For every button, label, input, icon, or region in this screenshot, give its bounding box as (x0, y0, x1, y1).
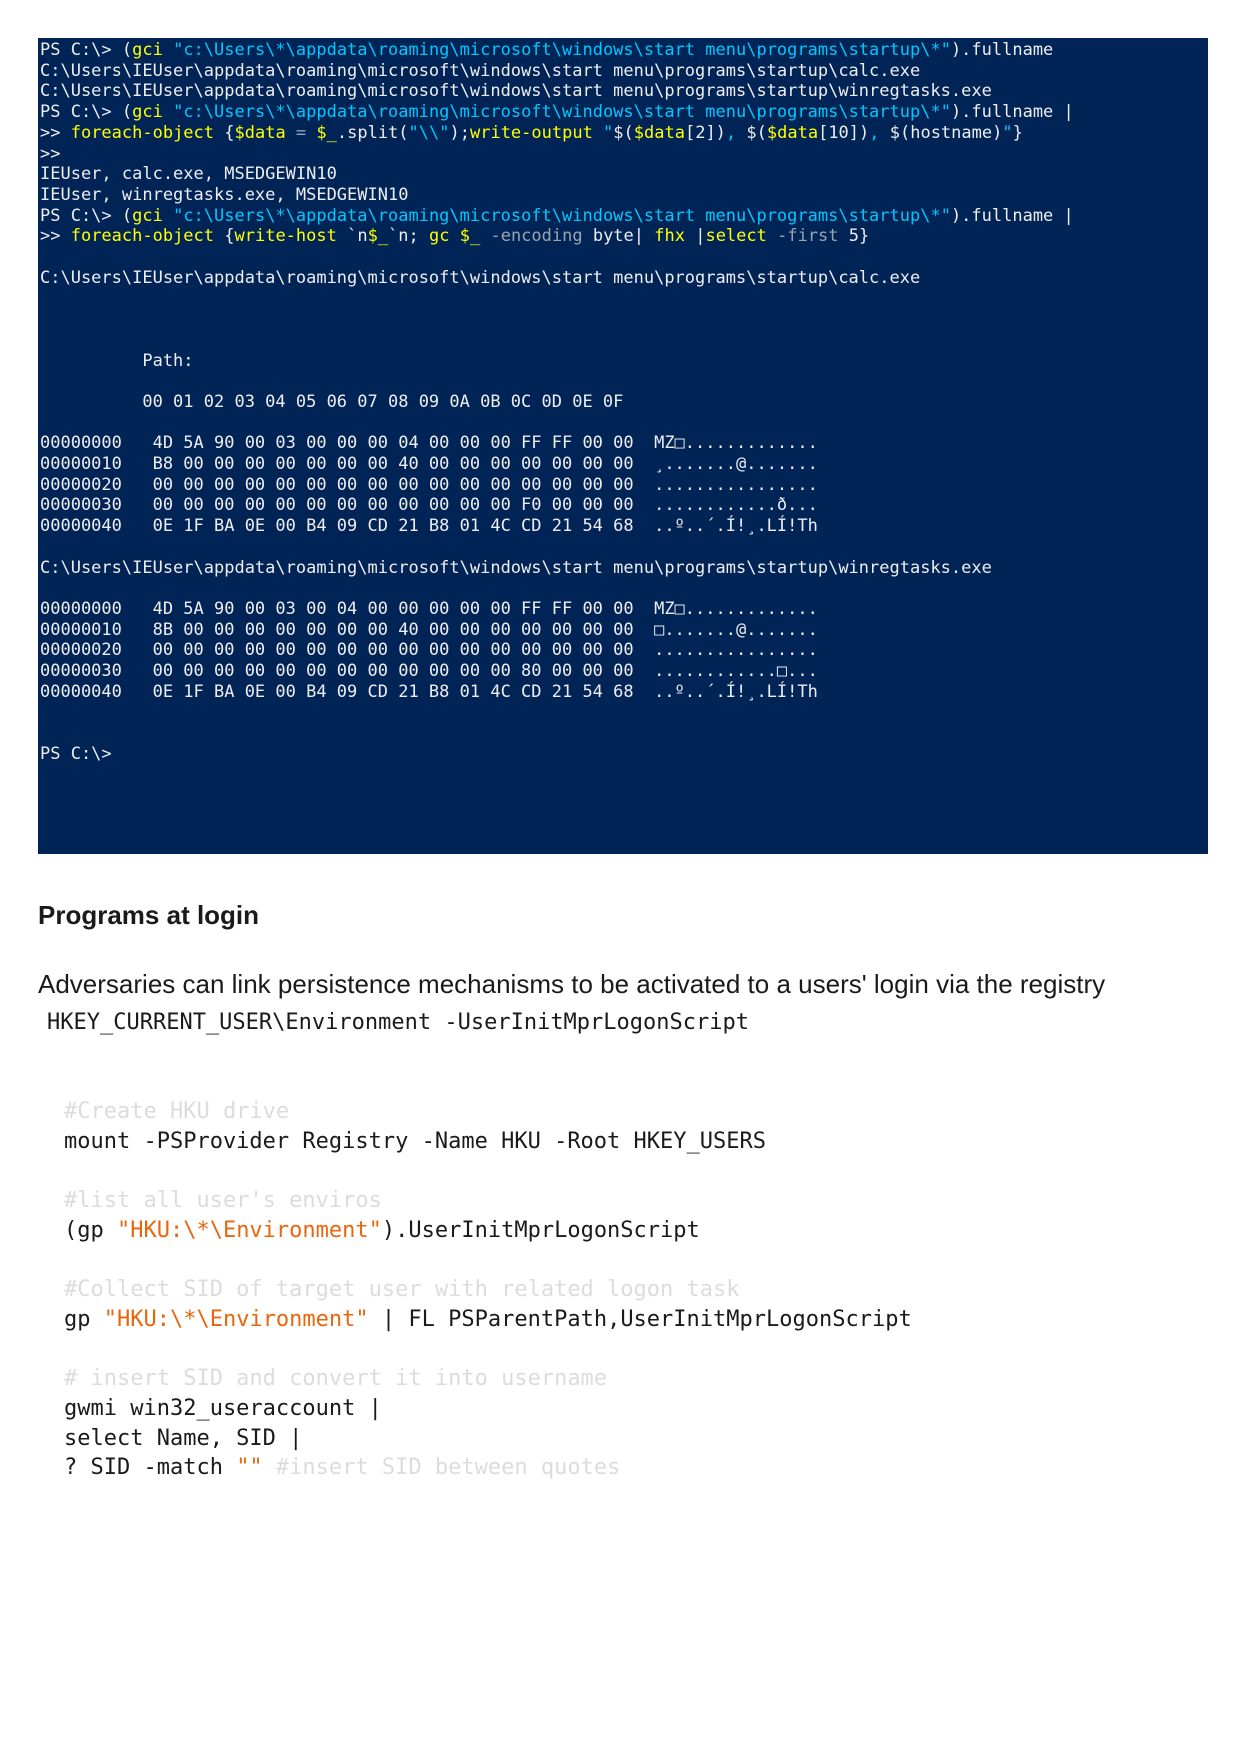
code-comment: #Create HKU drive (64, 1099, 290, 1124)
terminal-token: $( (746, 122, 767, 143)
code-text: ? SID -match (64, 1455, 237, 1481)
terminal-token: $_ (459, 226, 481, 247)
code-line (64, 1454, 620, 1482)
registry-key-inline-code: HKEY_CURRENT_USER\Environment -UserInitMprLogonScript (47, 1010, 749, 1035)
code-line (64, 1365, 607, 1393)
terminal-token: "c:\Users\*\appdata\roaming\microsoft\windows\start menu\programs\startup\*" (162, 205, 951, 226)
terminal-line (40, 163, 337, 185)
terminal-line (40, 184, 408, 206)
code-string: "HKU:\*\Environment" (116, 1217, 382, 1243)
terminal-token: 00000040 0E 1F BA 0E 00 B4 09 CD 21 B8 01 4C CD 21 54 68 ..º..´.Í!¸.LÍ!Th (40, 516, 818, 537)
terminal-token: 00000010 8B 00 00 00 00 00 00 00 40 00 00 00 00 00 00 00 □.......@....... (40, 619, 818, 640)
terminal-token: { (214, 122, 235, 143)
terminal-line (40, 557, 992, 579)
terminal-line (40, 350, 194, 372)
terminal-token: .split( (336, 122, 409, 143)
terminal-token: ); (449, 122, 470, 143)
terminal-line (40, 80, 992, 102)
code-comment: # insert SID and convert it into username (64, 1366, 608, 1392)
terminal-line (40, 143, 60, 165)
terminal-token: 00 01 02 03 04 05 06 07 08 09 0A 0B 0C 0D 0E 0F (40, 391, 624, 412)
terminal-token: C:\Users\IEUser\appdata\roaming\microsoft\windows\start menu\programs\startup\calc.exe (40, 267, 921, 288)
code-text: ).UserInitMprLogonScript (381, 1217, 700, 1243)
terminal-token: 00000030 00 00 00 00 00 00 00 00 00 00 00 00 F0 00 00 00 ............ð... (40, 495, 818, 516)
terminal-token: gci (132, 40, 163, 60)
code-comment: #insert SID between quotes (262, 1455, 621, 1481)
terminal-token: 00000010 B8 00 00 00 00 00 00 00 40 00 00 00 00 00 00 00 ¸.......@....... (40, 454, 818, 474)
terminal-token: >> (40, 226, 71, 247)
terminal-token: 00000020 00 00 00 00 00 00 00 00 00 00 00 00 00 00 00 00 ................ (40, 640, 818, 661)
terminal-token: ).fullname | (950, 102, 1074, 123)
code-string: "" (236, 1455, 263, 1481)
terminal-token: write-host (234, 226, 337, 247)
terminal-token: >> (40, 122, 71, 143)
terminal-token: 00000030 00 00 00 00 00 00 00 00 00 00 00 00 80 00 00 00 ............□... (40, 661, 818, 681)
terminal-token: fhx (654, 226, 685, 247)
terminal-token: `n (336, 226, 368, 247)
terminal-token: $data (766, 122, 819, 143)
code-text: select Name, SID | (64, 1425, 303, 1451)
terminal-token: C:\Users\IEUser\appdata\roaming\microsoft\windows\start menu\programs\startup\calc.exe (40, 60, 921, 81)
terminal-token: , (869, 122, 890, 143)
terminal-token: "\\" (408, 122, 450, 143)
terminal-token: >> (40, 143, 61, 164)
terminal-token: PS C:\> ( (40, 205, 133, 226)
terminal-token: PS C:\> ( (40, 102, 133, 123)
terminal-line (40, 267, 920, 289)
code-line (64, 1276, 740, 1304)
terminal-line (40, 432, 818, 454)
terminal-token: C:\Users\IEUser\appdata\roaming\microsoft\windows\start menu\programs\startup\winregtasks.exe (40, 557, 992, 578)
code-line (64, 1187, 382, 1215)
section-heading: Programs at login (38, 900, 260, 930)
terminal-token: $( (613, 122, 634, 143)
terminal-token: 00000020 00 00 00 00 00 00 00 00 00 00 00 00 00 00 00 00 ................ (40, 474, 818, 495)
code-line (64, 1098, 289, 1126)
terminal-token: gci (132, 102, 163, 123)
terminal-token: C:\Users\IEUser\appdata\roaming\microsoft\windows\start menu\programs\startup\winregtasks.exe (40, 81, 992, 102)
terminal-token: 5} (838, 226, 870, 247)
terminal-token: 00000040 0E 1F BA 0E 00 B4 09 CD 21 B8 01 4C CD 21 54 68 ..º..´.Í!¸.LÍ!Th (40, 681, 818, 702)
terminal-token: 00000000 4D 5A 90 00 03 00 00 00 04 00 00 00 FF FF 00 00 MZ□............. (40, 433, 818, 454)
terminal-line (40, 225, 869, 247)
terminal-token: PS C:\> ( (40, 40, 133, 60)
terminal-line (40, 453, 818, 475)
terminal-token: IEUser, winregtasks.exe, MSEDGEWIN10 (40, 184, 409, 205)
terminal-token: -encoding (480, 226, 583, 247)
code-text: gwmi win32_useraccount | (64, 1396, 382, 1421)
code-comment: #list all user's enviros (64, 1188, 382, 1214)
code-text: | FL PSParentPath,UserInitMprLogonScript (368, 1306, 912, 1332)
terminal-token: $data (234, 122, 286, 143)
section-paragraph: Adversaries can link persistence mechanisms to be activated to a users' login via the registry (38, 969, 1106, 999)
terminal-token: $data (633, 122, 685, 143)
terminal-line (40, 660, 818, 682)
terminal-token: 00000000 4D 5A 90 00 03 00 04 00 00 00 00 00 FF FF 00 00 MZ□............. (40, 598, 818, 619)
code-line (64, 1128, 766, 1156)
terminal-token: { (214, 226, 235, 247)
terminal-token: "c:\Users\*\appdata\roaming\microsoft\windows\start menu\programs\startup\*" (162, 102, 951, 123)
terminal-line (40, 39, 1053, 61)
powershell-screenshot (38, 38, 1208, 854)
terminal-line (40, 619, 818, 641)
terminal-line (40, 205, 1074, 227)
terminal-line (40, 681, 818, 703)
terminal-token: [2]) (684, 122, 726, 143)
terminal-line (40, 60, 920, 82)
terminal-token: " (592, 122, 614, 143)
code-line (64, 1425, 302, 1453)
terminal-token: ).fullname (950, 40, 1054, 60)
terminal-token: | (684, 226, 706, 247)
terminal-token: select (705, 226, 767, 247)
terminal-token: write-output (469, 122, 593, 143)
terminal-token: $_ (316, 122, 337, 143)
terminal-token: `n; (388, 226, 430, 247)
terminal-token: ).fullname | (950, 205, 1074, 226)
code-string: "HKU:\*\Environment" (103, 1306, 369, 1332)
terminal-line (40, 515, 818, 537)
terminal-line (40, 598, 818, 620)
code-line (64, 1306, 912, 1334)
terminal-token: gc (429, 226, 450, 247)
code-line (64, 1217, 700, 1245)
terminal-token: foreach-object (70, 122, 215, 143)
terminal-line (40, 122, 1023, 144)
terminal-token: PS C:\> (40, 743, 112, 764)
terminal-token: $_ (367, 226, 389, 247)
terminal-token (450, 226, 460, 246)
terminal-token: } (1012, 122, 1023, 143)
terminal-line (40, 391, 623, 413)
code-text: (gp (64, 1217, 117, 1243)
terminal-token: , (725, 122, 747, 143)
terminal-token: Path: (40, 350, 194, 371)
terminal-token: " (1002, 122, 1013, 143)
code-text: gp (64, 1306, 104, 1332)
terminal-line (40, 743, 112, 765)
terminal-token: gci (132, 205, 163, 226)
terminal-line (40, 474, 818, 496)
terminal-token: "c:\Users\*\appdata\roaming\microsoft\windows\start menu\programs\startup\*" (162, 40, 951, 60)
terminal-line (40, 101, 1074, 123)
code-comment: #Collect SID of target user with related logon task (64, 1277, 740, 1303)
code-line (64, 1395, 382, 1423)
terminal-token: foreach-object (70, 226, 215, 247)
code-text: mount -PSProvider Registry -Name HKU -Root HKEY_USERS (64, 1128, 766, 1154)
terminal-token: -first (766, 226, 839, 247)
terminal-line (40, 639, 818, 661)
terminal-token: byte| (582, 226, 655, 247)
terminal-token: IEUser, calc.exe, MSEDGEWIN10 (40, 164, 337, 185)
terminal-line (40, 494, 818, 516)
terminal-token: = (285, 122, 317, 143)
terminal-token: [10]) (818, 122, 870, 143)
terminal-token: $(hostname) (889, 122, 1003, 143)
